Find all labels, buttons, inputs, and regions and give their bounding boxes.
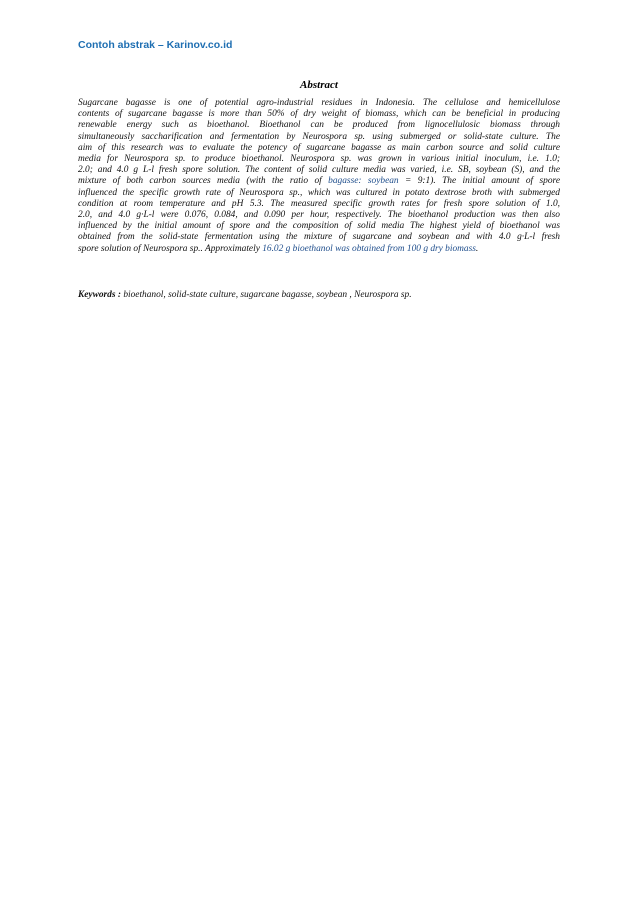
abstract-line: simultaneously saccharification and fermentation by Neurospora sp. using submerged or solid-state culture. The (78, 131, 560, 142)
abstract-text: spore solution of Neurospora sp.. Approximately (78, 243, 263, 254)
ratio-highlight: bagasse: soybean (328, 176, 399, 187)
yield-highlight: 16.02 g bioethanol was obtained from 100 g dry biomass (262, 243, 476, 254)
abstract-line: 2.0, and 4.0 g·L-l were 0.076, 0.084, and 0.090 per hour, respectively. The bioethanol production was then also (78, 210, 560, 221)
abstract-line: condition at room temperature and pH 5.3. The measured specific growth rates for fresh spore solution of 1.0, (78, 198, 560, 209)
abstract-title: Abstract (300, 79, 338, 91)
abstract-line: influenced by the initial amount of spore and the composition of solid media The highest yield of bioethanol was (78, 221, 560, 232)
keywords-text: bioethanol, solid-state culture, sugarcane bagasse, soybean , Neurospora sp. (120, 290, 412, 300)
keywords-label: Keywords : (78, 290, 121, 300)
abstract-text: mixture of both carbon sources media (with the ratio of (78, 176, 329, 187)
abstract-text: . (475, 243, 479, 254)
abstract-line: obtained from the solid-state fermentation using the mixture of sugarcane and soybean and with 4.0 g·L-l fresh (78, 232, 560, 243)
keywords (78, 290, 560, 300)
abstract-body (78, 98, 560, 255)
abstract-line-ratio (78, 176, 560, 187)
abstract-line: media for Neurospora sp. to produce bioethanol. Neurospora sp. was grown in various initial inoculum, i.e. 1.0; (78, 154, 560, 165)
abstract-text: = 9:1). The initial amount of spore (398, 176, 561, 187)
abstract-line: contents of sugarcane bagasse is more than 50% of dry weight of biomass, which can be beneficial in producing (78, 109, 560, 120)
abstract-line: renewable energy such as bioethanol. Bioethanol can be produced from lignocellulosic biomass through (78, 120, 560, 131)
abstract-line: influenced the specific growth rate of Neurospora sp., which was cultured in potato dextrose broth with submerged (78, 187, 560, 198)
abstract-line: aim of this research was to evaluate the potency of sugarcane bagasse as main carbon source and solid culture (78, 142, 560, 153)
header-text: Contoh abstrak – Karinov.co.id (78, 39, 233, 51)
abstract-line-yield (78, 244, 560, 255)
abstract-line: 2.0; and 4.0 g L-l fresh spore solution. The content of solid culture media was varied, i.e. SB, soybean (S), and the (78, 165, 560, 176)
abstract-line: Sugarcane bagasse is one of potential agro-industrial residues in Indonesia. The cellulose and hemicellulose (78, 98, 560, 108)
